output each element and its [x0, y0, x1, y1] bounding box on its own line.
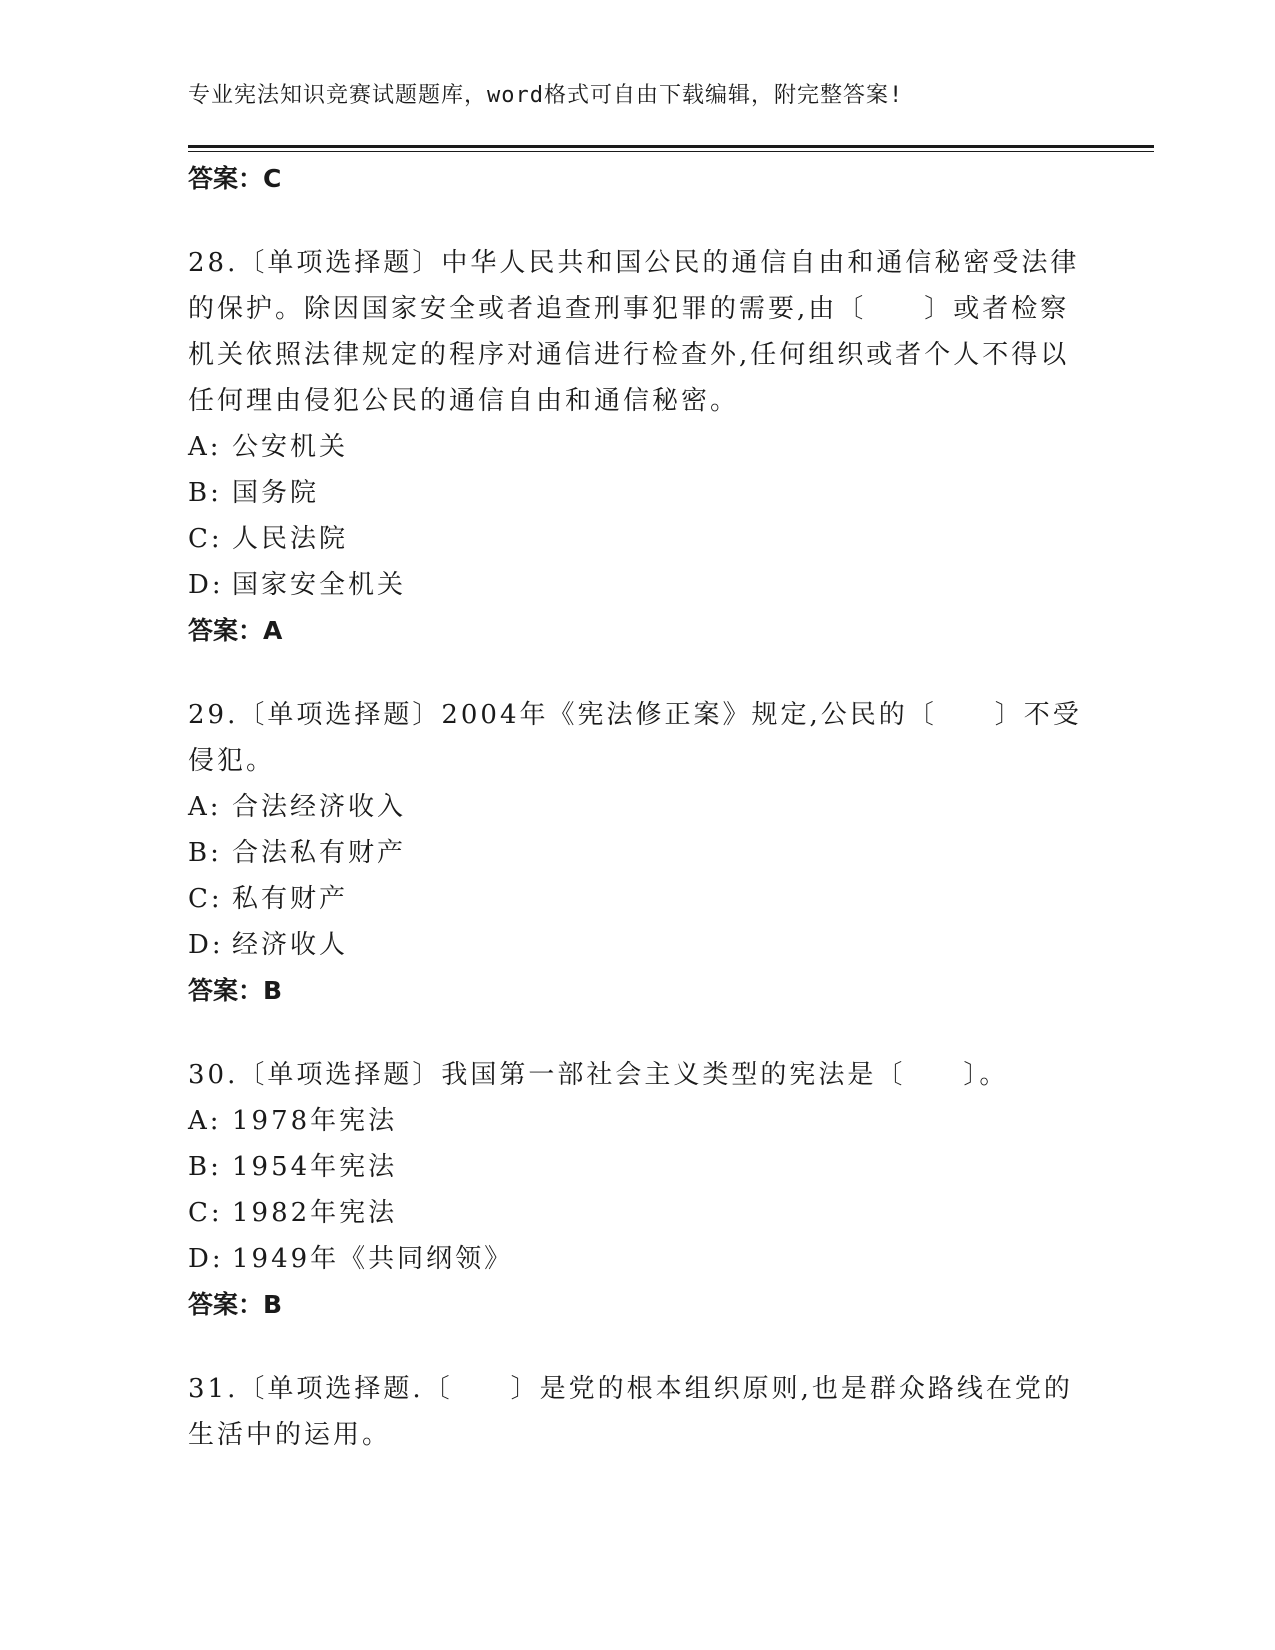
option-text: 人民法院	[232, 524, 349, 554]
answer-line: 答案：C	[188, 164, 282, 193]
question-text: 29.〔单项选择题〕2004年《宪法修正案》规定,公民的〔 〕不受侵犯。	[188, 700, 1082, 776]
option-text: 国家安全机关	[232, 570, 407, 600]
option-b	[188, 830, 1088, 876]
option-key: B:	[188, 478, 222, 508]
answer-line: 答案：B	[188, 1290, 283, 1319]
option-c	[188, 516, 1088, 562]
option-text: 国务院	[232, 478, 320, 508]
option-text: 合法私有财产	[232, 838, 407, 868]
answer-line: 答案：B	[188, 976, 283, 1005]
option-text: 1982年宪法	[232, 1198, 398, 1228]
question-28	[188, 240, 1088, 654]
question-text: 31.〔单项选择题.〔 〕是党的根本组织原则,也是群众路线在党的生活中的运用。	[188, 1374, 1073, 1450]
option-key: D:	[188, 930, 224, 960]
question-30	[188, 1052, 1088, 1328]
header-rule-thin	[188, 151, 1154, 152]
option-key: A:	[188, 792, 222, 822]
option-key: C:	[188, 1198, 223, 1228]
option-c	[188, 876, 1088, 922]
option-text: 1949年《共同纲领》	[232, 1244, 514, 1274]
option-key: A:	[188, 1106, 222, 1136]
option-key: D:	[188, 1244, 224, 1274]
option-b	[188, 470, 1088, 516]
question-29	[188, 692, 1088, 1014]
option-key: B:	[188, 838, 222, 868]
header-rule-thick	[188, 145, 1154, 148]
option-c	[188, 1190, 1088, 1236]
option-a	[188, 784, 1088, 830]
option-b	[188, 1144, 1088, 1190]
question-31	[188, 1366, 1088, 1458]
option-a	[188, 424, 1088, 470]
option-a	[188, 1098, 1088, 1144]
option-text: 1978年宪法	[232, 1106, 398, 1136]
page-header: 专业宪法知识竞赛试题题库，word格式可自由下载编辑，附完整答案!	[188, 83, 904, 108]
question-text: 30.〔单项选择题〕我国第一部社会主义类型的宪法是〔 〕。	[188, 1060, 1009, 1090]
option-text: 合法经济收入	[232, 792, 407, 822]
option-key: A:	[188, 432, 222, 462]
option-text: 公安机关	[232, 432, 349, 462]
document-body	[188, 156, 1088, 1458]
answer-line: 答案：A	[188, 616, 283, 645]
option-key: C:	[188, 884, 223, 914]
option-key: B:	[188, 1152, 222, 1182]
option-text: 私有财产	[232, 884, 349, 914]
option-text: 经济收人	[232, 930, 349, 960]
option-key: D:	[188, 570, 224, 600]
option-d	[188, 562, 1088, 608]
option-d	[188, 1236, 1088, 1282]
option-d	[188, 922, 1088, 968]
option-key: C:	[188, 524, 223, 554]
question-text: 28.〔单项选择题〕中华人民共和国公民的通信自由和通信秘密受法律的保护。除因国家安全或者追查刑事犯罪的需要,由〔 〕或者检察机关依照法律规定的程序对通信进行检查外,任何组织或者个人不得以任何理由侵犯公民的通信自由和通信秘密。	[188, 248, 1080, 416]
option-text: 1954年宪法	[232, 1152, 398, 1182]
